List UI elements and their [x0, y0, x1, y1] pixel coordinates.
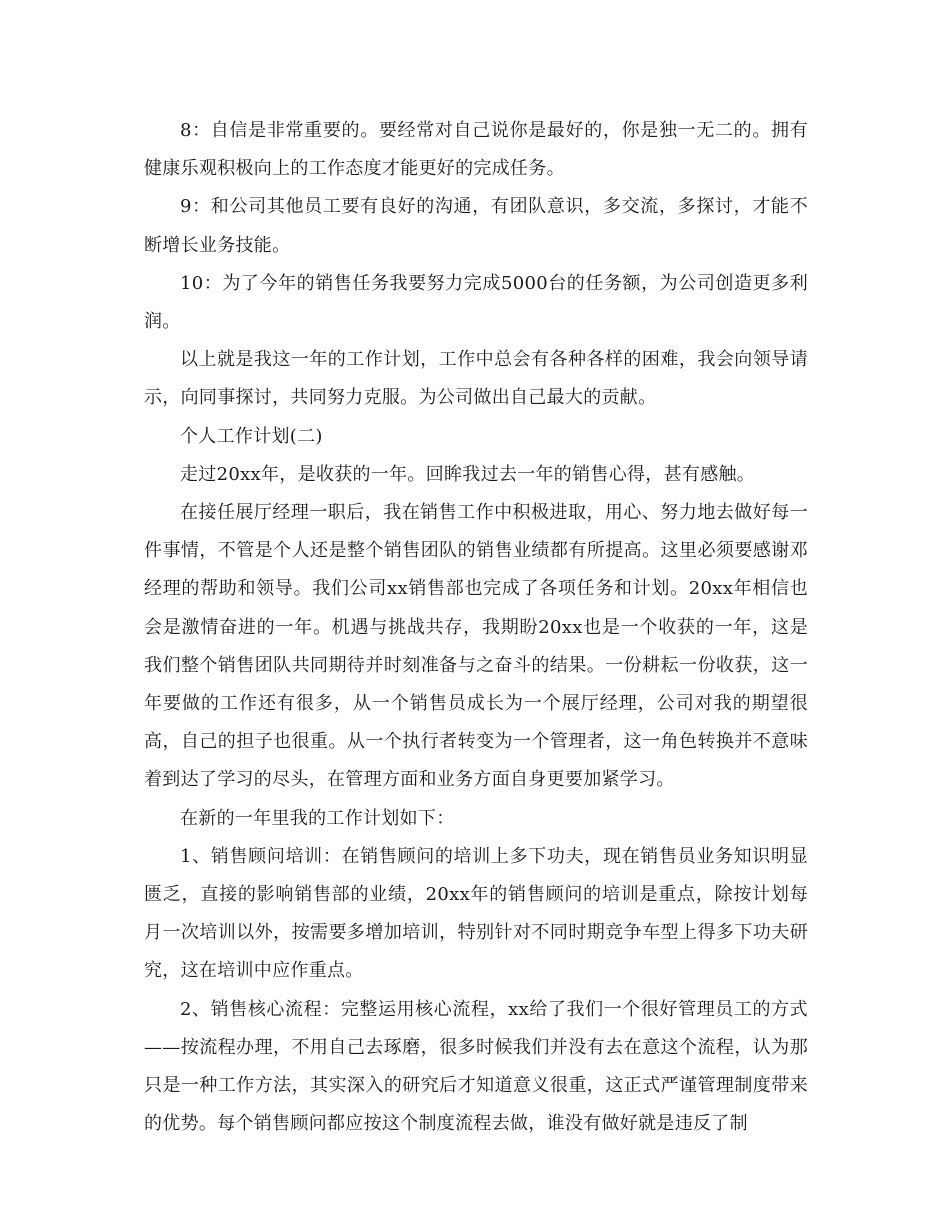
paragraph-conclusion: 以上就是我这一年的工作计划，工作中总会有各种各样的困难，我会向领导请示，向同事探讨，共同努力克服。为公司做出自己最大的贡献。 — [144, 349, 808, 409]
section-heading: 个人工作计划(二) — [180, 425, 323, 447]
paragraph-plan-item-2: 2、销售核心流程：完整运用核心流程，xx给了我们一个很好管理员工的方式——按流程办理，不用自己去琢磨，很多时候我们并没有去在意这个流程，认为那只是一种工作方法，其实深入的研究后才知道意义很重，这正式严谨管理制度带来的优势。每个销售顾问都应按这个制度流程去做，谁没有做好就是违反了制 — [144, 998, 808, 1135]
paragraph-intro: 走过20xx年，是收获的一年。回眸我过去一年的销售心得，甚有感触。 — [180, 463, 756, 485]
paragraph-review: 在接任展厅经理一职后，我在销售工作中积极进取，用心、努力地去做好每一件事情，不管是个人还是整个销售团队的销售业绩都有所提高。这里必须要感谢邓经理的帮助和领导。我们公司xx销售部也完成了各项任务和计划。20xx年相信也会是激情奋进的一年。机遇与挑战共存，我期盼20xx也是一个收获的一年，这是我们整个销售团队共同期待并时刻准备与之奋斗的结果。一份耕耘一份收获，这一年要做的工作还有很多，从一个销售员成长为一个展厅经理，公司对我的期望很高，自己的担子也很重。从一个执行者转变为一个管理者，这一角色转换并不意味着到达了学习的尽头，在管理方面和业务方面自身更要加紧学习。 — [144, 502, 808, 791]
paragraph-plan-item-1: 1、销售顾问培训：在销售顾问的培训上多下功夫，现在销售员业务知识明显匮乏，直接的影响销售部的业绩，20xx年的销售顾问的培训是重点，除按计划每月一次培训以外，按需要多增加培训，特别针对不同时期竞争车型上得多下功夫研究，这在培训中应作重点。 — [144, 845, 808, 982]
paragraph-item-8: 8：自信是非常重要的。要经常对自己说你是最好的，你是独一无二的。拥有健康乐观积极向上的工作态度才能更好的完成任务。 — [144, 120, 808, 180]
paragraph-plan-lead: 在新的一年里我的工作计划如下： — [180, 807, 455, 829]
paragraph-item-9: 9：和公司其他员工要有良好的沟通，有团队意识，多交流，多探讨，才能不断增长业务技能。 — [144, 196, 808, 256]
document-body — [144, 112, 808, 1143]
paragraph-item-10: 10：为了今年的销售任务我要努力完成5000台的任务额，为公司创造更多利润。 — [144, 272, 808, 333]
